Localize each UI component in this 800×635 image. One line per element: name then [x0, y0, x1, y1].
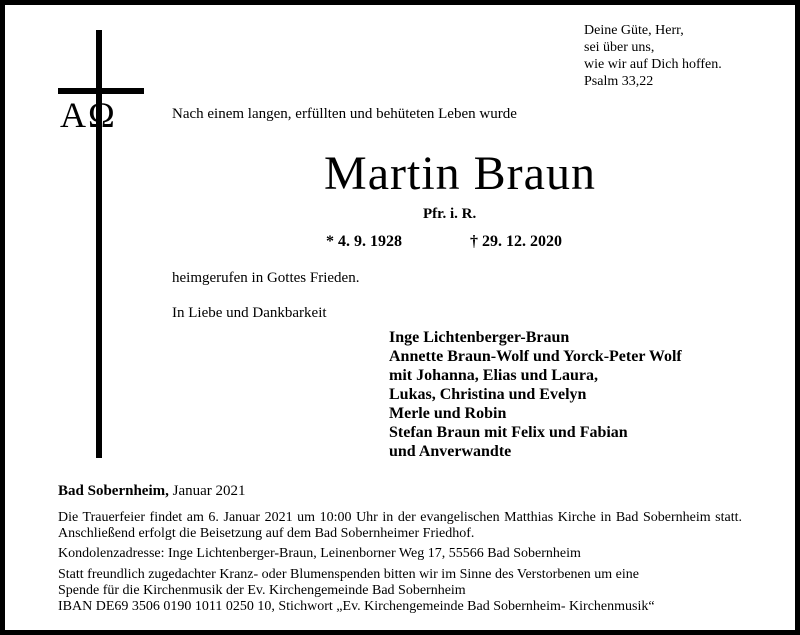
deceased-name: Martin Braun — [324, 147, 596, 200]
date: Januar 2021 — [172, 483, 246, 499]
mourner-line: Inge Lichtenberger-Braun — [389, 329, 570, 346]
alpha-omega-symbol: AΩ — [60, 95, 117, 135]
psalm-line: Deine Güte, Herr, — [584, 23, 684, 38]
donation-line: Statt freundlich zugedachter Kranz- oder Blumenspenden bitten wir im Sinne des Verstorbenen um eine — [58, 567, 639, 582]
condolence-address: Kondolenzadresse: Inge Lichtenberger-Braun, Leinenborner Weg 17, 55566 Bad Sobernheim — [58, 546, 581, 561]
mourner-line: Stefan Braun mit Felix und Fabian — [389, 424, 628, 441]
mourner-line: Merle und Robin — [389, 405, 507, 422]
place-date — [58, 483, 246, 500]
called-home-text: heimgerufen in Gottes Frieden. — [172, 270, 360, 286]
mourner-line: Lukas, Christina und Evelyn — [389, 386, 587, 403]
psalm-quote — [584, 22, 722, 90]
intro-text: Nach einem langen, erfüllten und behüteten Leben wurde — [172, 106, 517, 122]
mourner-line: mit Johanna, Elias und Laura, — [389, 367, 598, 384]
psalm-line: wie wir auf Dich hoffen. — [584, 57, 722, 72]
gratitude-text: In Liebe und Dankbarkeit — [172, 305, 327, 321]
death-date: † 29. 12. 2020 — [470, 233, 562, 250]
donation-line: IBAN DE69 3506 0190 1011 0250 10, Stichwort „Ev. Kirchengemeinde Bad Sobernheim- Kirchenmusik“ — [58, 599, 655, 614]
psalm-reference: Psalm 33,22 — [584, 74, 654, 89]
mourners-list — [389, 328, 682, 461]
psalm-line: sei über uns, — [584, 40, 655, 55]
place: Bad Sobernheim, — [58, 483, 169, 499]
birth-date: * 4. 9. 1928 — [326, 233, 402, 250]
deceased-title: Pfr. i. R. — [423, 206, 477, 222]
cross-bar — [58, 88, 144, 94]
donation-line: Spende für die Kirchenmusik der Ev. Kirchengemeinde Bad Sobernheim — [58, 583, 466, 598]
donation-info — [58, 567, 742, 615]
service-info: Die Trauerfeier findet am 6. Januar 2021 um 10:00 Uhr in der evangelischen Matthias Kirche in Bad Sobernheim statt. Anschließend erfolgt die Beisetzung auf dem Bad Sobernheimer Friedhof. — [58, 510, 742, 541]
mourner-line: und Anverwandte — [389, 443, 512, 460]
mourner-line: Annette Braun-Wolf und Yorck-Peter Wolf — [389, 348, 682, 365]
